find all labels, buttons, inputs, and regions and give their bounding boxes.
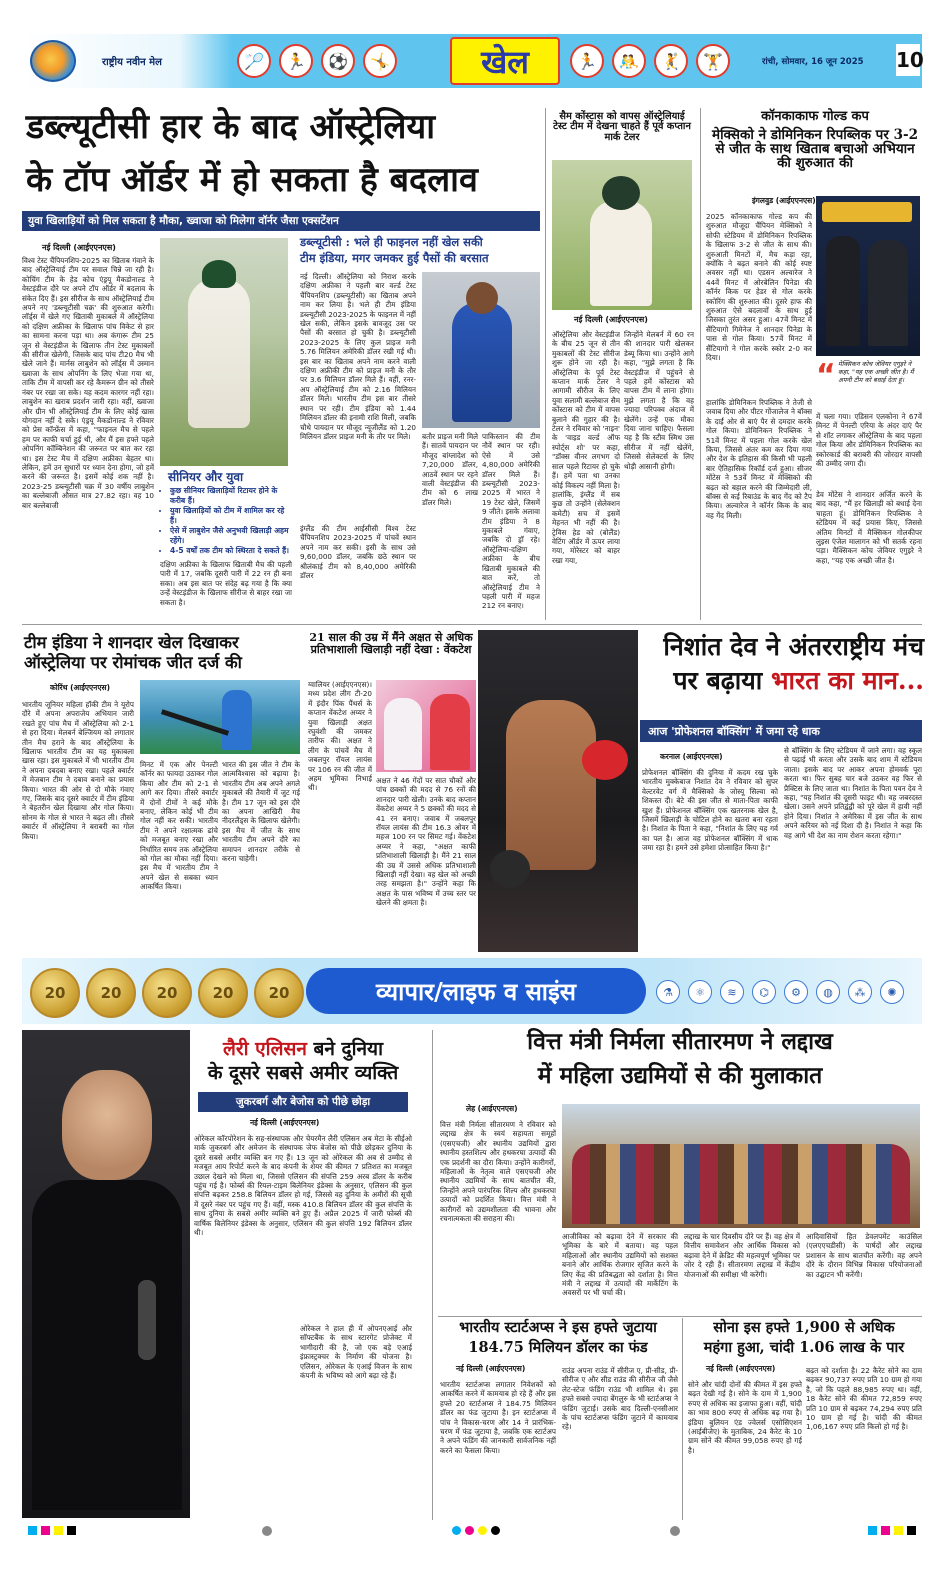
ellison-headline-text: बने दुनिया — [306, 1038, 383, 1060]
player-figure — [868, 240, 908, 346]
prize-column-2: इंग्लैंड की टीम आईसीसी विश्व टेस्ट चैंपियनशिप 2023-2025 में पांचवें स्थान अपने नाम कर सकी। इसी के साथ उसे 9,60,000 डॉलर, जबकि छठे स्थान पर श्रीलंकाई टीम को 8,40,000 अमेरिकी डॉलर — [300, 524, 416, 581]
prize-column-1: नई दिल्ली। ऑस्ट्रेलिया को निराश करके दक्षिण अफ्रीका ने पहली बार वर्ल्ड टेस्ट चैंपियनशिप (डब्ल्यूटीसी) का खिताब अपने नाम कर लिया है। भले ही टीम इंडिया डब्ल्यूटीसी 2023-2025 के फाइनल में नहीं खेल सकी, लेकिन इसके बावजूद उस पर पैसों की बरसात हो चुकी है। डब्ल्यूटीसी 2023-2025 के लिए कुल प्राइज मनी 5.76 मिलियन अमेरिकी डॉलर रखी गई थी। इस बार का खिताब अपने नाम करने वाली दक्षिण अफ्रीकी टीम को प्राइज मनी के तौर पर 3.6 मिलियन डॉलर मिले हैं। वहीं, रनर-अप ऑस्ट्रेलियाई टीम को 2.16 मिलियन डॉलर मिले। भारतीय टीम इस बार तीसरे स्थान पर रही। टीम इंडिया को 1.44 मिलियन डॉलर की इनामी राशि मिली, जबकि चौथे पायदान पर मौजूद न्यूजीलैंड को 1.20 मिलियन डॉलर प्राइज मनी के तौर पर मिले। — [300, 272, 416, 441]
concacaf-quote-mark: “ — [816, 358, 836, 393]
startups-headline-line-2: 184.75 मिलियन डॉलर का फंड — [468, 1339, 648, 1356]
concacaf-column-4: डेव मोंटेस ने शानदार अर्जित करने के बाद कहा, "मैं हर खिलाड़ी को बधाई देना चाहता हूं। डोमिनिकन रिपब्लिक ने स्टेडियम में कई प्रयास किए, जिससे अंतिम मिनटों में मैक्सिकन गोलकीपर लुइस एंजेल मालागन को भी सतर्क रहना पड़ा। मैक्सिकन कोच जेवियर एगुइरे ने कहा, "यह एक अच्छी जीत है। — [816, 490, 922, 565]
group-figures — [572, 1144, 910, 1224]
prize-photo-pant — [422, 272, 540, 428]
prize-headline-line-1: डब्ल्यूटीसी : भले ही फाइनल नहीं खेल सकी — [300, 235, 483, 249]
flask-icon: ⚗ — [656, 980, 680, 1004]
boxing-glove — [490, 850, 530, 888]
wtc-column-1: विश्व टेस्ट चैंपियनशिप-2025 का खिताब गंवाने के बाद ऑस्ट्रेलियाई टीम पर सवाल चिन्ने जा रही है। कोचिंग टीम के हेड कोच एंड्रयू मैकडोनाल्ड ने वेस्टइंडीज दौरे पर अपने टॉप ऑर्डर में बदलाव के संकेत दिए हैं। इस सीरीज के साथ ऑस्ट्रेलियाई टीम अपने नए 'डब्ल्यूटीसी चक्र' की शुरुआत करेगी। लॉर्ड्स में खेले गए खिताबी मुकाबले में ऑस्ट्रेलिया को दक्षिण अफ्रीका के खिलाफ पांच विकेट से हार का सामना करना पड़ा था। अब कंगारू टीम 25 जून से वेस्टइंडीज के खिलाफ तीन टेस्ट मुकाबलों की सीरीज खेलेगी, जिसके बाद पांच टी20 मैच भी खेले जाने हैं। मार्नस लाबुशेन को लॉर्ड्स में उस्मान ख्वाजा के साथ ओपनिंग के लिए भेजा गया था, ताकि टीम में वापसी कर रहे कैमरून ग्रीन को तीसरे नंबर पर रखा जा सके। यह कदम कारगर नहीं रहा। लाबुशेन का खराब प्रदर्शन जारी रहा। वहीं, ख्वाजा और ग्रीन भी ऑस्ट्रेलियाई टीम के लिए कोई खास योगदान नहीं दे सके। एंड्रयू मैकडोनाल्ड ने रविवार को प्रेस कॉन्फ्रेंस में कहा, "फाइनल मैच से पहले हम पर काफी चर्चा हुई थी, और मैं इस हफ्ते पहले ओपनिंग कॉम्बिनेशन की जरूरत पर बात कर रहा था। इस टेस्ट मैच में दक्षिण अफ्रीका बेहतर था। लेकिन, हमें उन सुधारों पर ध्यान देना होगा, जो हमें करने की जरूरत है। इसमें कोई शक नहीं है। 2023-25 डब्ल्यूटीसी चक्र में 30 वर्षीय लाबुशेन का बल्लेबाजी औसत मात्र 27.82 रहा। वह 10 बार बल्लेबाजी — [22, 256, 154, 510]
science-icon-row — [656, 980, 904, 1004]
hockey-photo — [140, 680, 300, 754]
concacaf-kicker: कॉनकाकाफ गोल्ड कप — [761, 109, 869, 124]
registration-dot — [262, 1526, 272, 1536]
registration-marks-left — [28, 1526, 76, 1535]
concacaf-column-3: में चला गया। एडिसन एलकोना ने 67वें मिनट में पेनल्टी एरिया के अंदर दाएं पैर से शॉट लगाकर ऑस्ट्रेलिया के बाद पहला गोल किया और डोमिनिकन रिपब्लिक का स्कोरकार्ड की बराबरी की जोरदार वापसी की उम्मीद जगा दी। — [816, 412, 922, 469]
black-swatch — [67, 1526, 76, 1535]
ellison-head — [62, 1070, 152, 1180]
weightlifting-icon: 🏋 — [696, 44, 730, 78]
player-figure — [188, 278, 250, 428]
venkatesh-photo — [376, 680, 476, 772]
player-cap — [202, 260, 236, 288]
dna-icon: ≋ — [720, 980, 744, 1004]
sport-icons-left — [237, 44, 397, 78]
wtc-photo-label: सीनियर और युवा — [168, 470, 244, 484]
player-figure — [826, 236, 860, 346]
magenta-swatch — [465, 1526, 474, 1535]
bacteria-icon: ✺ — [880, 980, 904, 1004]
ellison-headline-line-1 — [192, 1040, 414, 1060]
sitharaman-column-2: आजीविका को बढ़ावा देने में सरकार की भूमिका के बारे में बताया। वह पहल महिलाओं और स्थानीय उद्यमियों को सशक्त बनाने और आर्थिक रोजगार सृजित करने के लिए केंद्र की प्रतिबद्धता को दर्शाता है। वित्त मंत्री ने लद्दाख में उत्पादों की मार्केटिंग के अवसरों पर भी चर्चा की। — [562, 1232, 678, 1298]
black-swatch — [491, 1526, 500, 1535]
running-icon: 🏃 — [279, 44, 313, 78]
startups-column-1: भारतीय स्टार्टअप्स लगातार निवेशकों को आकर्षित करने में कामयाब हो रहे हैं और इस हफ्ते 20 स्टार्टअप्स ने 184.75 मिलियन डॉलर का फंड जुटाया है। इन स्टार्टअप्स में पांच ने विकास-चरण और 14 ने प्रारंभिक-चरण में फंड जुटाया है, जबकि एक स्टार्टअप ने अपने फंडिंग की जानकारी सार्वजनिक नहीं करने का फैसला किया। — [440, 1380, 556, 1455]
startups-headline-line-1: भारतीय स्टार्टअप्स ने इस हफ्ते जुटाया — [459, 1319, 657, 1336]
yellow-swatch — [894, 1526, 903, 1535]
sitharaman-byline: लेह (आईएएनएस) — [466, 1104, 518, 1113]
concacaf-headline: मेक्सिको ने डोमिनिकन रिपब्लिक पर 3-2 से जीत के साथ खिताब बचाओ अभियान की शुरुआत की — [712, 127, 918, 172]
registration-marks-center — [452, 1526, 500, 1535]
konstas-column-1: ऑस्ट्रेलिया और वेस्टइंडीज के बीच 25 जून से तीन मुकाबलों की टेस्ट सीरीज शुरू होने जा रही है। ऑस्ट्रेलिया के पूर्व टेस्ट कप्तान मार्क टेलर ने आगामी सीरीज के लिए युवा सलामी बल्लेबाज सैम कोंस्टास को टीम में वापस बुलाने की गुहार की है। टेलर ने रविवार को 'नाइन' के 'वाइड वर्ल्ड ऑफ स्पोर्ट्स शो' पर कहा, "डॉक्स वीनर लगभग दो साल पहले रिटायर हो चुके हैं। हमें पता था उनका कोई विकल्प नहीं मिला है। हालांकि, इंग्लैंड में सब कुछ तो उन्होंने (सेलेक्शन कमेटी) सच में इसमें मेहनत भी नहीं की है। ट्रेविस हेड को (बोलैंड) वेटिंग ऑर्डर में ऊपर लाया गया, मोरेस्टर को बाहर रखा गया, — [552, 330, 620, 565]
section-divider — [438, 1316, 922, 1317]
coin-icon: 20 — [142, 968, 192, 1018]
player-figure — [222, 690, 252, 750]
gear-icon: ⚙ — [784, 980, 808, 1004]
coin-icon: 20 — [198, 968, 248, 1018]
konstas-photo — [552, 160, 692, 310]
yellow-swatch — [54, 1526, 63, 1535]
sitharaman-column-1: वित्त मंत्री निर्मला सीतारमण ने रविवार को लद्दाख क्षेत्र के स्वयं सहायता समूहों (एसएचजी) और स्थानीय उद्यमियों द्वारा स्थानीय हस्तशिल्प और हथकरघा उत्पादों की एक प्रदर्शनी का दौरा किया। उन्होंने कारीगरों, महिलाओं के नेतृत्व वाले एसएचजी और स्थानीय उद्यमियों के साथ बातचीत की, जिन्होंने अपने पारंपरिक शिल्प और हथकरघा उत्पादों को प्रदर्शित किया। वित्त मंत्री ने कारीगरों को उद्यमशीलता की भावना और रचनात्मकता की सराहना की। — [440, 1120, 556, 1224]
planet-icon: ◍ — [816, 980, 840, 1004]
registration-marks-right — [868, 1526, 916, 1535]
page-number: 10 — [896, 44, 920, 76]
molecule-icon: ⁂ — [848, 980, 872, 1004]
badminton-icon: 🏸 — [237, 44, 271, 78]
coin-icon: 20 — [254, 968, 304, 1018]
cyan-swatch — [452, 1526, 461, 1535]
gold-column-1: सोने और चांदी दोनों की कीमत में इस हफ्ते बढ़त देखी गई है। सोने के दाम में 1,900 रुपए से अधिक का इजाफा हुआ। वहीं, चांदी का भाव 800 रुपए से अधिक बढ़ गया है। इंडिया बुलियन एंड ज्वेलर्स एसोसिएशन (आईबीजेए) के मुताबिक, 24 कैरेट के 10 ग्राम सोने की कीमत 99,058 रुपए हो गई है। — [688, 1380, 802, 1455]
wtc-headline-line-1: डब्ल्यूटीसी हार के बाद ऑस्ट्रेलिया — [26, 107, 436, 147]
concacaf-byline: इंगलवुड (आईएएनएस) — [752, 196, 816, 205]
ellison-column-1: ओरेकल कॉरपोरेशन के सह-संस्थापक और चेयरमैन लैरी एलिसन अब मेटा के सीईओ मार्क जुकरबर्ग और अमेजन के संस्थापक जेफ बेजोस को पीछे छोड़कर दुनिया के दूसरे सबसे अमीर व्यक्ति बन गए हैं। 13 जून को ओरेकल की अब से उम्मीद से मजबूत आय रिपोर्ट करने के बाद कंपनी के शेयर की कीमत 7 प्रतिशत का मजबूत उछाल देखने को मिला था, जिससे एलिसन की संपत्ति 259 अरब डॉलर के करीब पहुंच गई है। फोर्ब्स की रियल-टाइम बिलेनियर इंडेक्स के अनुसार, एलिसन की कुल संपत्ति बढ़कर 258.8 बिलियन डॉलर हो गई, जिससे वह दुनिया के अमीरों की सूची में दूसरे नंबर पर पहुंच गए हैं। वहीं, मस्क 410.8 बिलियन डॉलर की कुल संपत्ति के साथ दुनिया के सबसे अमीर व्यक्ति बने हुए हैं। अप्रैल 2025 में जारी फोर्ब्स की वार्षिक बिलेनियर इंडेक्स के अनुसार, एलिसन की कुल संपत्ति 192 बिलियन डॉलर थी। — [194, 1134, 412, 1238]
gold-headline-line-2: महंगा हुआ, चांदी 1.06 लाख के पार — [703, 1339, 905, 1356]
wtc-strap: युवा खिलाड़ियों को मिल सकता है मौका, ख्वाजा को मिलेगा वॉर्नर जैसा एक्सटेंशन — [22, 211, 540, 231]
startups-byline: नई दिल्ली (आईएएनएस) — [456, 1364, 526, 1373]
tackle-icon: 🤼 — [612, 44, 646, 78]
player-head — [466, 282, 498, 314]
ellison-strap: जुकरबर्ग और बेजोस को पीछे छोड़ा — [198, 1092, 408, 1112]
coin-row — [30, 968, 304, 1018]
nishant-byline: करनाल (आईएएनएस) — [660, 752, 723, 761]
hockey-headline-line-1: टीम इंडिया ने शानदार खेल दिखाकर — [24, 633, 239, 652]
wtc-bullet-list — [160, 486, 290, 556]
player-figure — [384, 698, 422, 770]
dateline: रांची, सोमवार, 16 जून 2025 — [762, 57, 864, 67]
hurdle-icon: 🤸 — [363, 44, 397, 78]
column-divider — [700, 108, 701, 620]
wtc-bullet: • 4-5 वर्षों तक टीम को स्थिरता दे सकते हैं। — [170, 546, 290, 556]
sport-icons-right — [570, 44, 730, 78]
wtc-bullet: • युवा खिलाड़ियों को टीम में शामिल कर रहे हैं। — [170, 506, 290, 526]
registration-dot — [670, 1526, 680, 1536]
business-banner — [22, 958, 922, 1024]
nishant-headline-highlight: भारत का मान... — [770, 666, 924, 695]
player-figure — [430, 694, 470, 770]
nishant-strap: आज 'प्रोफेशनल बॉक्सिंग' में जमा रहे धाक — [640, 720, 922, 742]
concacaf-photo — [816, 196, 920, 356]
hockey-headline-line-2: ऑस्ट्रेलिया पर रोमांचक जीत दर्ज की — [24, 653, 242, 672]
venkatesh-column-2: अक्षत ने 46 गेंदों पर सात चौकों और पांच छक्कों की मदद से 76 रनों की शानदार पारी खेली। उनके बाद कप्तान वेंकटेश अय्यर ने 5 छक्कों की मदद से 41 रन बनाए। जवाब में जबलपुर रॉयल लायंस की टीम 16.3 ओवर में महज 100 रन पर सिमट गई। वेंकटेश अय्यर ने कहा, "अक्षत काफी प्रतिभाशाली खिलाड़ी है। मैंने 21 साल की उम्र में उससे अधिक प्रतिभाशाली खिलाड़ी नहीं देखा। वह खेल को अच्छी तरह समझता है।" उन्होंने कहा कि अक्षत के पास भविष्य में उच्च स्तर पर खेलने की क्षमता है। — [376, 776, 476, 908]
sitharaman-headline-line-2: में महिला उद्यमियों से की मुलाकात — [537, 1062, 823, 1089]
magenta-swatch — [41, 1526, 50, 1535]
concacaf-photo-quote: मेक्सिकन कोच जेवियर एगुइरे ने कहा, "यह एक अच्छी जीत है। मैं अपनी टीम को बधाई देता हूं। — [838, 360, 914, 384]
footer-registration-strip — [22, 1524, 922, 1538]
wtc-byline: नई दिल्ली (आईएएनएस) — [42, 243, 116, 252]
ellison-headline-name: लैरी एलिसन — [222, 1038, 307, 1060]
magenta-swatch — [881, 1526, 890, 1535]
wtc-headline-line-2: के टॉप ऑर्डर में हो सकता है बदलाव — [26, 160, 478, 200]
gold-headline-line-1: सोना इस हफ्ते 1,900 से अधिक — [713, 1319, 895, 1336]
business-banner-title: व्यापार/लाइफ व साइंस — [375, 976, 577, 1006]
microphone-icon — [138, 1280, 156, 1360]
yellow-swatch — [478, 1526, 487, 1535]
hockey-column-3: भारत की इस जीत ने टीम के आत्मविश्वास को बढ़ाया है। भारतीय टीम अब अपने अगले मुकाबले की तैयारी में जुट गई है। टीम 17 जून को इस दौरे का अपना आखिरी मैच नीदरलैंड्स के खिलाफ खेलेगी। इस मैच में जीत के साथ भारतीय टीम अपने दौरे का समापन शानदार तरीके से करना चाहेगी। — [222, 760, 300, 864]
venkatesh-column-1: ग्वालियर (आईएएनएस)। मध्य प्रदेश लीग टी-20 में इंदौर पिंक पैंथर्स के कप्तान वेंकटेश अय्यर ने युवा खिलाड़ी अक्षत रघुवंशी की जमकर तारीफ की। अक्षत ने लीग के पांचवें मैच में जबलपुर रॉयल लायंस पर 106 रन की जीत में अहम भूमिका निभाई थी। — [308, 680, 372, 793]
venkatesh-headline: 21 साल की उम्र में मैंने अक्षत से अधिक प्रतिभाशाली खिलाड़ी नहीं देखा : वेंकटेश — [309, 631, 473, 656]
boxer-figure — [506, 700, 596, 870]
business-banner-title-plate — [306, 968, 646, 1014]
sprint-icon: 🏃 — [570, 44, 604, 78]
gold-column-2: बढ़त को दर्शाता है। 22 कैरेट सोने का दाम बढ़कर 90,737 रुपए प्रति 10 ग्राम हो गया है, जो कि पहले 88,985 रुपए था। वहीं, 18 कैरेट सोने की कीमत 72,859 रुपए प्रति 10 ग्राम से बढ़कर 74,294 रुपए प्रति 10 ग्राम हो गई है। चांदी की कीमत 1,06,167 रुपए प्रति किलो हो गई है। — [806, 1366, 922, 1432]
section-title: खेल — [481, 42, 529, 81]
gold-byline: नई दिल्ली (आईएएनएस) — [706, 1364, 776, 1373]
prize-headline-line-2: टीम इंडिया, मगर जमकर हुई पैसों की बरसात — [300, 251, 489, 265]
football-icon: ⚽ — [321, 44, 355, 78]
masthead-logo-block — [22, 34, 232, 88]
sitharaman-headline-line-1: वित्त मंत्री निर्मला सीतारमण ने लद्दाख — [527, 1028, 833, 1055]
cyan-swatch — [868, 1526, 877, 1535]
nishant-headline-line-2 — [590, 668, 924, 694]
column-divider — [682, 1318, 683, 1520]
newspaper-logo-icon — [30, 40, 76, 82]
boxing-glove — [582, 740, 628, 780]
startups-column-2: राउंड अपना राउंड में सीरीज ए, प्री-सीड, प्री-सीरीज ए और सीड राउंड की सीरीज जी जैसे लेट-स्टेज फंडिंग राउंड भी शामिल थे। इस हफ्ते सबसे ज्यादा बेंगलुरु के भी स्टार्टअप्स ने फंडिंग जुटाई। उसके बाद दिल्ली-एनसीआर के पांच स्टार्टअप्स फंडिंग जुटाने में कामयाब रहे। — [562, 1366, 678, 1432]
logo-text: राष्ट्रीय नवीन मेल — [102, 57, 162, 68]
coin-icon: 20 — [30, 968, 80, 1018]
masthead — [22, 34, 922, 88]
wtc-bullet: • ऐसे में लाबुशेन जैसे अनुभवी खिलाड़ी अहम रहेंगे। — [170, 526, 290, 546]
column-divider — [432, 1030, 433, 1520]
sitharaman-column-3: लद्दाख के चार दिवसीय दौरे पर हैं। वह क्षेत्र में वित्तीय समावेशन और आर्थिक विकास को बढ़ावा देने में क्रेडिट की महत्वपूर्ण भूमिका पर जोर दे रही हैं। सीतारमण लद्दाख में केंद्रीय योजनाओं की समीक्षा भी करेंगी। — [684, 1232, 800, 1279]
player-figure — [590, 200, 652, 306]
ellison-column-2: ओरेकल ने हाल ही में ओपनएआई और सॉफ्टबैंक के साथ स्टारगेट प्रोजेक्ट में भागीदारी की है, जो एक बड़े एआई इंफ्रास्ट्रक्चर के निर्माण की योजना है। एलिसन, ओरेकल के एआई विजन के साथ कंपनी के भविष्य को आगे बढ़ा रहे हैं। — [300, 1324, 412, 1381]
cyan-swatch — [28, 1526, 37, 1535]
prize-column-3: बतौर प्राइज मनी मिले हैं। सातवें पायदान पर मौजूद बांग्लादेश को 7,20,000 डॉलर, आठवें स्थान पर रहने वाली वेस्टइंडीज की टीम को 6 लाख डॉलर मिले। — [422, 432, 478, 507]
wtc-bullet: • कुछ सीनियर खिलाड़ियों रिटायर होने के करीब हैं। — [170, 486, 290, 506]
hockey-stick — [161, 709, 229, 735]
column-divider — [545, 108, 546, 620]
konstas-byline: नई दिल्ली (आईएएनएस) — [574, 315, 648, 324]
player-helmet — [602, 176, 640, 210]
microscope-icon: ⌬ — [752, 980, 776, 1004]
wtc-photo-labuschagne — [160, 238, 288, 466]
ellison-headline-line-2: के दूसरे सबसे अमीर व्यक्ति — [207, 1062, 399, 1084]
section-title-plate — [450, 37, 560, 85]
konstas-headline: सैम कोंस्टास को वापस ऑस्ट्रेलियाई टेस्ट टीम में देखना चाहते हैं पूर्व कप्तान मार्क टेलर — [553, 111, 691, 143]
prize-column-4: पाकिस्तान की टीम नौवें स्थान पर रही। ऐसे में उसे 4,80,000 अमेरिकी डॉलर मिले हैं। डब्ल्यूटीसी 2023-2025 में भारत ने 19 टेस्ट खेले, जिसमें 9 जीते। इसके अलावा टीम इंडिया ने 8 मुकाबले गंवाए, जबकि दो ड्रॉ रहे। ऑस्ट्रेलिया-दक्षिण अफ्रीका के बीच खिताबी मुकाबले की बात करें, तो ऑस्ट्रेलियाई टीम ने पहली पारी में महज 212 रन बनाए। — [482, 432, 540, 611]
ellison-suit — [32, 1180, 182, 1510]
hockey-column-2: मिनट में एक और पेनल्टी कॉर्नर का फायदा उठाकर गोल किया और टीम को 2-1 से आगे कर दिया। तीसरे क्वार्टर में दोनों टीमों ने कई मौके बनाए, लेकिन कोई भी टीम गोल नहीं कर सकी। भारतीय टीम ने अपने रक्षात्मक ढांचे को मजबूत बनाए रखा और निर्धारित समय तक ऑस्ट्रेलिया को गोल का मौका नहीं दिया। इस मैच में भारतीय टीम ने अपने खेल से सबका ध्यान आकर्षित किया। — [140, 760, 218, 892]
wtc-column-2: दक्षिण अफ्रीका के खिलाफ खिताबी मैच की पहली पारी में 17, जबकि दूसरी पारी में 22 रन ही बना सका। अब इस बात पर संदेह बढ़ गया है कि क्या उन्हें वेस्टइंडीज के खिलाफ सीरीज से बाहर रखा जा सकता है। — [160, 560, 292, 607]
ellison-byline: नई दिल्ली (आईएएनएस) — [250, 1118, 320, 1127]
nishant-column-1: प्रोफेशनल बॉक्सिंग की दुनिया में कदम रख चुके भारतीय मुक्केबाज निशांत देव ने रविवार को सुपर वेल्टरवेट वर्ग में मैक्सिको के जोस्यू सिल्वा को शिकस्त दी। बेटे की इस जीत से माता-पिता काफी खुश हैं। प्रोफेशनल बॉक्सिंग एक खतरनाक खेल है, जिसमें खिलाड़ी के चोटिल होने का खतरा बना रहता है। निशांत के पिता ने कहा, "निशांत के लिए यह गर्व का पल है। आज वह प्रोफेशनल बॉक्सिंग में धाक जमा रहा है। हमने उसे हमेशा प्रोत्साहित किया है।" — [642, 768, 778, 853]
nishant-headline-prefix: पर बढ़ाया — [673, 666, 771, 695]
gold-cup-logo — [822, 202, 912, 222]
player-figure — [452, 302, 512, 422]
atom-icon: ⚛ — [688, 980, 712, 1004]
concacaf-column-1: 2025 कॉनकाकाफ गोल्ड कप की शुरुआत मौजूदा चैंपियन मेक्सिको ने सोफी स्टेडियम में डोमिनिकन रिपब्लिक के खिलाफ 3-2 से जीत के साथ की। शुरुआती मिनटों में, मैच कड़ा रहा, क्योंकि ने बढ़त बनाने की कोई स्पष्ट अवसर नहीं था। एडसन अल्वारेज ने 44वें मिनट में ओरबेलिन पिनेडा की कॉर्नर किक पर हेडर से गोल करके स्कोरिंग की शुरुआत की। दूसरे हाफ की शुरुआत ऐसे बदलावों के साथ हुई जिसका तुरंत असर हुआ। 47वें मिनट में सैंटियागो गिमेनेज ने शानदार पिनेडा के पास से गोल किया। 57वें मिनट में सैंटियागो ने गोल करके स्कोर 2-0 कर दिया। — [706, 212, 812, 363]
dive-icon: 🤾 — [654, 44, 688, 78]
nishant-column-2: से बॉक्सिंग के लिए स्टेडियम में जाने लगा। वह स्कूल से पढ़ाई भी करता और उसके बाद शाम में स्टेडियम जाता। इसके बाद पर आकर अपना होमवर्क पूरा करता था। फिर सुबह चार बजे उठकर वह फिर से प्रैक्टिस के लिए जाता था। निशांत के पिता पवन देव ने कहा, "यह निशांत की दूसरी फाइट थी। वह जबरदस्त खेला। उसने अपने प्रतिद्वंद्वी को पूरे खेल में हावी नहीं होने दिया। निशांत ने अमेरिका में इस जीत के साथ अपने करियर को नई दिशा दी है। निशांत ने कहा कि वह आगे भी देश का नाम रोशन करता रहेगा।" — [784, 746, 922, 840]
konstas-column-2: जिन्होंने मेलबर्न में 60 रन की शानदार पारी खेलकर डेब्यू किया था। उन्होंने आगे कहा, "मुझे लगता है कि वेस्टइंडीज में पहुंचने से पहले हमें कोंस्टास को वापस टीम में लाना होगा। मुझे लगता है कि वह ज्यादा परिपक्व अंदाज में खेलेंगे। उन्हें एक मौका दिया जाना चाहिए। फैसला यह है कि स्टीव स्मिथ उस सीरीज में नहीं खेलेंगे, जिससे सेलेक्टर्स के लिए थोड़ी आसानी होगी। — [624, 330, 694, 471]
sitharaman-group-photo — [562, 1104, 920, 1228]
nishant-headline-line-1: निशांत देव ने अंतरराष्ट्रीय मंच — [663, 632, 924, 661]
hockey-byline: कोरिंथ (आईएएनएस) — [50, 683, 110, 692]
black-swatch — [907, 1526, 916, 1535]
section-divider — [22, 624, 922, 625]
hockey-column-1: भारतीय जूनियर महिला हॉकी टीम ने यूरोप दौरे में अपना अपराजेय अभियान जारी रखते हुए पांच मैच में ऑस्ट्रेलिया को 2-1 से हरा दिया। मेलबर्न बेल्जियम को लगातार तीन मैच हराने के बाद ऑस्ट्रेलिया के खिलाफ भारतीय टीम का यह मुकाबला खास रहा। इस मुकाबले में भी भारतीय टीम ने अपना दबदबा बनाए रखा। पहले क्वार्टर में मेजबान टीम ने दबाव बनाने का प्रयास किया। भारत की ओर से दो मौके गंवाए गए, जिसके बाद दूसरे क्वार्टर में टीम इंडिया ने बेहतरीन खेल दिखाया और गोल किया। सोनम के गोल से भारत ने बढ़त ली। तीसरे क्वार्टर में ऑस्ट्रेलिया ने बराबरी का गोल किया। — [22, 700, 134, 841]
coin-icon: 20 — [86, 968, 136, 1018]
sitharaman-column-4: आदिवासियों हित डेवलपमेंट काउंसिल (एलएएचडीसी) के पार्षदों और लद्दाख प्रशासन के साथ बातचीत करेंगी। वह अपने दौरे के दौरान विभिन्न विकास परियोजनाओं का उद्घाटन भी करेंगी। — [806, 1232, 922, 1279]
ellison-photo — [22, 1030, 190, 1518]
concacaf-column-2: हालांकि डोमिनिकन रिपब्लिक ने तेजी से जवाब दिया और पीटर गोंजालेज ने बॉक्स के दाईं ओर से बाएं पैर से दमदार करके गोल किया। डोमिनिकन रिपब्लिक ने 51वें मिनट में पहला गोल करके खेल किया, जिससे अंतर कम कर दिया गया और देश के इतिहास की किसी भी पहली बार ऐतिहासिक रिकॉर्ड दर्ज हुआ। सीजर मोंटेस ने 53वें मिनट में मेक्सिको की बढ़त को बहाल करने की जिम्मेदारी ली, बॉक्स से कई रिबाउंड के बाद गेंद को टैप किया। अल्वारेज ने कॉर्नर किक के बाद वह गेंद मिली। — [706, 398, 812, 520]
